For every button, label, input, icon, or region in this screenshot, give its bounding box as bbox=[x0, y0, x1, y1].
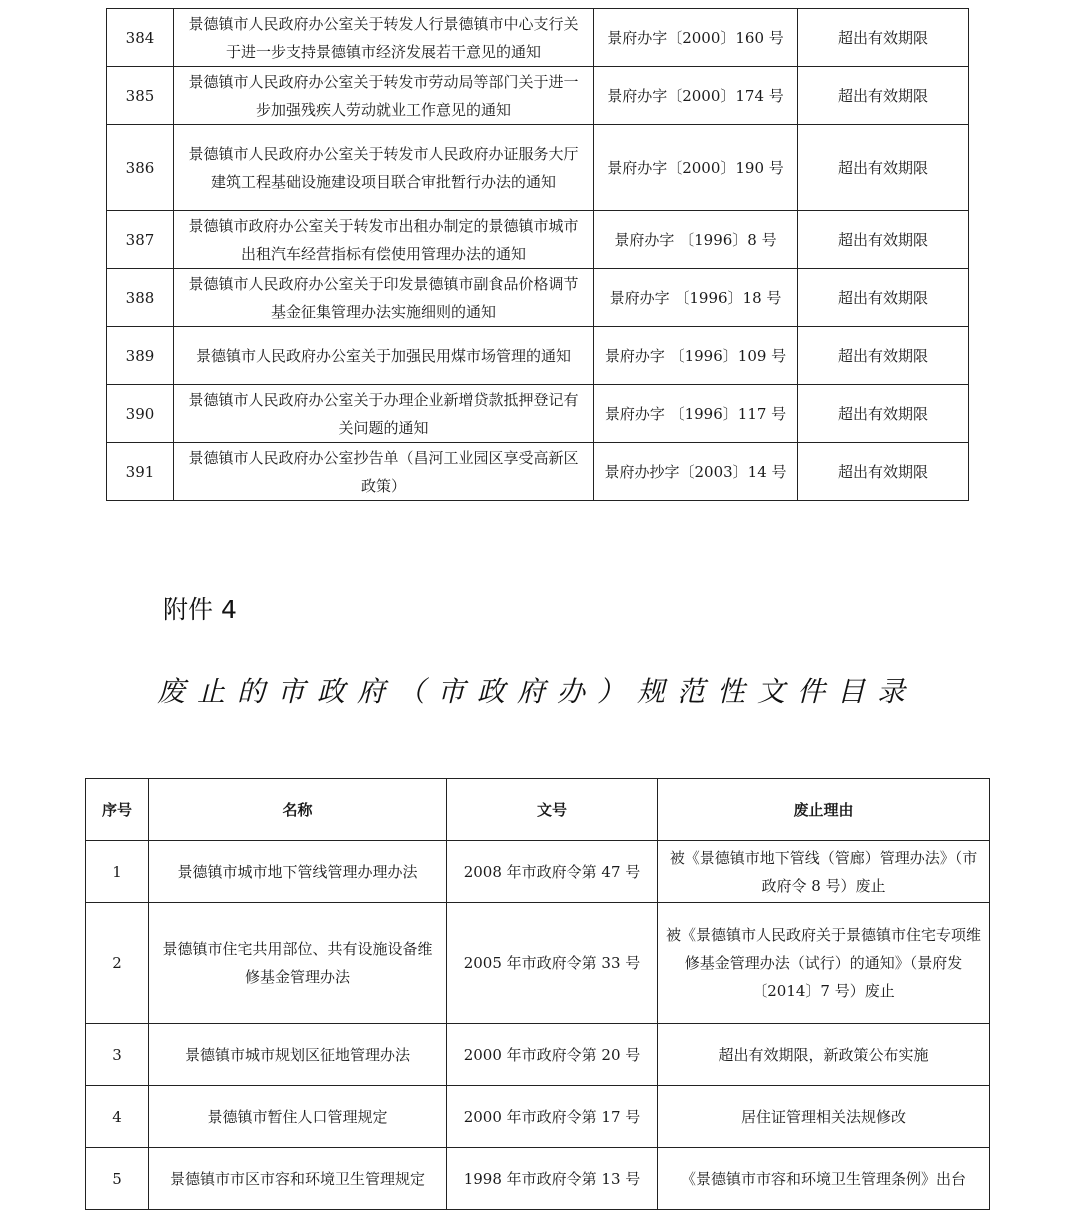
table-row bbox=[107, 9, 969, 67]
document-name: 景德镇市人民政府办公室关于印发景德镇市副食品价格调节基金征集管理办法实施细则的通知 bbox=[174, 269, 594, 327]
header-reason: 废止理由 bbox=[658, 779, 990, 841]
regulation-name: 景德镇市暂住人口管理规定 bbox=[149, 1086, 447, 1148]
row-number: 391 bbox=[107, 443, 174, 501]
abolish-reason: 超出有效期限 bbox=[798, 327, 969, 385]
document-number: 景府办字〔2000〕190 号 bbox=[594, 125, 798, 211]
abolish-reason: 超出有效期限，新政策公布实施 bbox=[658, 1024, 990, 1086]
table-row bbox=[107, 385, 969, 443]
document-name: 景德镇市人民政府办公室关于转发市人民政府办证服务大厅建筑工程基础设施建设项目联合审批暂行办法的通知 bbox=[174, 125, 594, 211]
document-number: 景府办字 〔1996〕18 号 bbox=[594, 269, 798, 327]
attachment-label: 附件 4 bbox=[163, 595, 237, 624]
row-number: 4 bbox=[86, 1086, 149, 1148]
regulation-number: 1998 年市政府令第 13 号 bbox=[447, 1148, 658, 1210]
regulation-name: 景德镇市住宅共用部位、共有设施设备维修基金管理办法 bbox=[149, 903, 447, 1024]
regulation-name: 景德镇市城市地下管线管理办理办法 bbox=[149, 841, 447, 903]
document-name: 景德镇市人民政府办公室抄告单（昌河工业园区享受高新区政策） bbox=[174, 443, 594, 501]
abolish-reason: 超出有效期限 bbox=[798, 269, 969, 327]
document-number: 景府办字 〔1996〕117 号 bbox=[594, 385, 798, 443]
table-row bbox=[107, 67, 969, 125]
abolish-reason: 被《景德镇市人民政府关于景德镇市住宅专项维修基金管理办法（试行）的通知》（景府发〔2014〕7 号）废止 bbox=[658, 903, 990, 1024]
document-name: 景德镇市人民政府办公室关于加强民用煤市场管理的通知 bbox=[174, 327, 594, 385]
abolish-reason: 《景德镇市市容和环境卫生管理条例》出台 bbox=[658, 1148, 990, 1210]
document-number: 景府办字〔2000〕160 号 bbox=[594, 9, 798, 67]
document-number: 景府办字 〔1996〕109 号 bbox=[594, 327, 798, 385]
document-number: 景府办抄字〔2003〕14 号 bbox=[594, 443, 798, 501]
regulation-number: 2000 年市政府令第 20 号 bbox=[447, 1024, 658, 1086]
regulation-name: 景德镇市市区市容和环境卫生管理规定 bbox=[149, 1148, 447, 1210]
table-row bbox=[107, 327, 969, 385]
row-number: 386 bbox=[107, 125, 174, 211]
row-number: 5 bbox=[86, 1148, 149, 1210]
table-row bbox=[86, 1024, 990, 1086]
row-number: 2 bbox=[86, 903, 149, 1024]
table-row bbox=[86, 1148, 990, 1210]
abolish-reason: 超出有效期限 bbox=[798, 385, 969, 443]
abolish-reason: 被《景德镇市地下管线（管廊）管理办法》（市政府令 8 号）废止 bbox=[658, 841, 990, 903]
row-number: 387 bbox=[107, 211, 174, 269]
row-number: 385 bbox=[107, 67, 174, 125]
abolish-reason: 超出有效期限 bbox=[798, 9, 969, 67]
document-number: 景府办字〔2000〕174 号 bbox=[594, 67, 798, 125]
table-row bbox=[86, 841, 990, 903]
abolish-reason: 居住证管理相关法规修改 bbox=[658, 1086, 990, 1148]
table-row bbox=[107, 125, 969, 211]
document-title: 废止的市政府（市政府办）规范性文件目录 bbox=[156, 675, 917, 708]
abolish-reason: 超出有效期限 bbox=[798, 125, 969, 211]
abolished-regulations-table bbox=[85, 778, 990, 1210]
row-number: 384 bbox=[107, 9, 174, 67]
table-row bbox=[107, 211, 969, 269]
header-no: 序号 bbox=[86, 779, 149, 841]
table-row bbox=[107, 443, 969, 501]
row-number: 3 bbox=[86, 1024, 149, 1086]
regulation-name: 景德镇市城市规划区征地管理办法 bbox=[149, 1024, 447, 1086]
abolish-reason: 超出有效期限 bbox=[798, 211, 969, 269]
table-header-row bbox=[86, 779, 990, 841]
header-doc-no: 文号 bbox=[447, 779, 658, 841]
row-number: 389 bbox=[107, 327, 174, 385]
regulation-number: 2000 年市政府令第 17 号 bbox=[447, 1086, 658, 1148]
previous-regulations-table bbox=[106, 8, 969, 501]
abolish-reason: 超出有效期限 bbox=[798, 67, 969, 125]
document-number: 景府办字 〔1996〕8 号 bbox=[594, 211, 798, 269]
document-name: 景德镇市人民政府办公室关于办理企业新增贷款抵押登记有关问题的通知 bbox=[174, 385, 594, 443]
abolish-reason: 超出有效期限 bbox=[798, 443, 969, 501]
document-name: 景德镇市政府办公室关于转发市出租办制定的景德镇市城市出租汽车经营指标有偿使用管理办法的通知 bbox=[174, 211, 594, 269]
document-name: 景德镇市人民政府办公室关于转发市劳动局等部门关于进一步加强残疾人劳动就业工作意见的通知 bbox=[174, 67, 594, 125]
regulation-number: 2005 年市政府令第 33 号 bbox=[447, 903, 658, 1024]
header-name: 名称 bbox=[149, 779, 447, 841]
document-name: 景德镇市人民政府办公室关于转发人行景德镇市中心支行关于进一步支持景德镇市经济发展若干意见的通知 bbox=[174, 9, 594, 67]
row-number: 388 bbox=[107, 269, 174, 327]
table-row bbox=[86, 903, 990, 1024]
row-number: 390 bbox=[107, 385, 174, 443]
table-row bbox=[86, 1086, 990, 1148]
regulation-number: 2008 年市政府令第 47 号 bbox=[447, 841, 658, 903]
table-row bbox=[107, 269, 969, 327]
row-number: 1 bbox=[86, 841, 149, 903]
